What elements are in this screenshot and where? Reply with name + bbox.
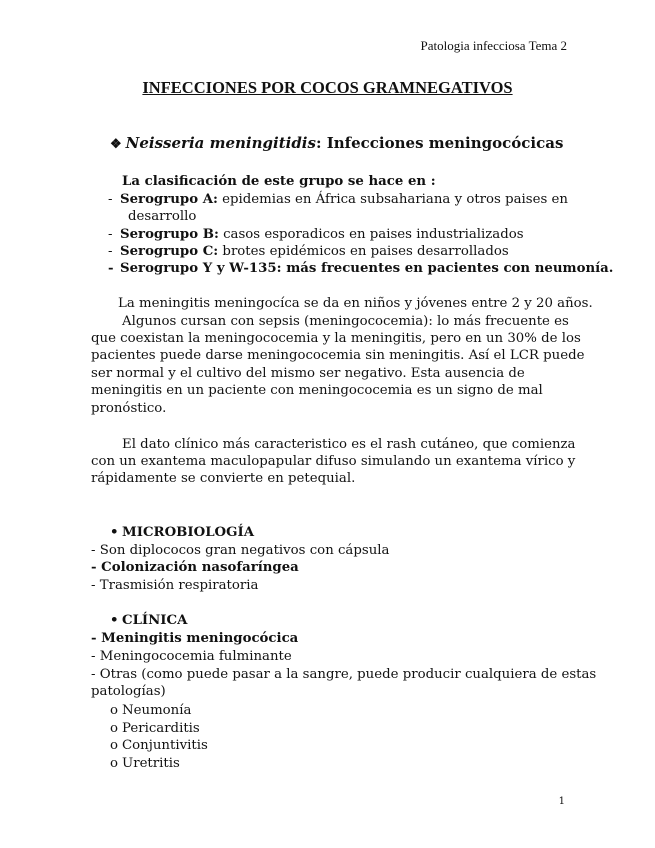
sub-list-item: o Pericarditis: [110, 721, 200, 736]
sub-list-item: o Conjuntivitis: [110, 738, 208, 753]
sub-list-item: o Uretritis: [110, 756, 180, 771]
paragraph-line: con un exantema maculopapular difuso simulando un exantema vírico y: [91, 454, 576, 469]
paragraph-line: pacientes puede darse meningococemia sin meningitis. Así el LCR puede: [91, 348, 585, 363]
section-subtitle: : Infecciones meningocócicas: [315, 134, 564, 152]
list-item: - Serogrupo C: brotes epidémicos en paises desarrollados: [108, 244, 509, 259]
paragraph-line: La meningitis meningocíca se da en niños y jóvenes entre 2 y 20 años.: [118, 296, 593, 311]
microbiologia-heading: • MICROBIOLOGÍA: [110, 525, 255, 540]
section-heading: [110, 134, 563, 152]
list-item: - Son diplococos gran negativos con cápsula: [91, 543, 390, 558]
paragraph-line: ser normal y el cultivo del mismo ser negativo. Esta ausencia de: [91, 366, 525, 381]
list-item: - Serogrupo A: epidemias en África subsahariana y otros paises en: [108, 192, 568, 207]
list-item: - Meningococemia fulminante: [91, 649, 292, 664]
sub-list-item: o Neumonía: [110, 703, 192, 718]
list-item: - Colonización nasofaríngea: [91, 560, 299, 575]
paragraph-line: Algunos cursan con sepsis (meningococemia): lo más frecuente es: [122, 314, 569, 329]
paragraph-line: rápidamente se convierte en petequial.: [91, 471, 356, 486]
paragraph-line: El dato clínico más caracteristico es el rash cutáneo, que comienza: [122, 437, 576, 452]
list-item: - Otras (como puede pasar a la sangre, puede producir cualquiera de estas: [91, 667, 597, 682]
list-item: - Serogrupo B: casos esporadicos en paises industrializados: [108, 227, 524, 242]
list-item: - Trasmisión respiratoria: [91, 578, 259, 593]
clinica-heading: • CLÍNICA: [110, 613, 188, 628]
list-item: - Serogrupo Y y W-135: más frecuentes en pacientes con neumonía.: [108, 261, 614, 276]
page-title: INFECCIONES POR COCOS GRAMNEGATIVOS: [142, 78, 513, 97]
organism-name: Neisseria meningitidis: [125, 134, 316, 152]
diamond-bullet-icon: ❖: [110, 137, 122, 152]
list-item-continuation: desarrollo: [128, 209, 197, 224]
list-item-continuation: patologías): [91, 684, 166, 699]
classification-intro: La clasificación de este grupo se hace en :: [122, 174, 436, 189]
paragraph-line: que coexistan la meningococemia y la meningitis, pero en un 30% de los: [91, 331, 581, 346]
page-number: 1: [558, 796, 565, 807]
paragraph-line: meningitis en un paciente con meningococemia es un signo de mal: [91, 383, 543, 398]
list-item: - Meningitis meningocócica: [91, 631, 299, 646]
paragraph-line: pronóstico.: [91, 401, 167, 416]
page-header: Patologia infecciosa Tema 2: [420, 38, 567, 53]
